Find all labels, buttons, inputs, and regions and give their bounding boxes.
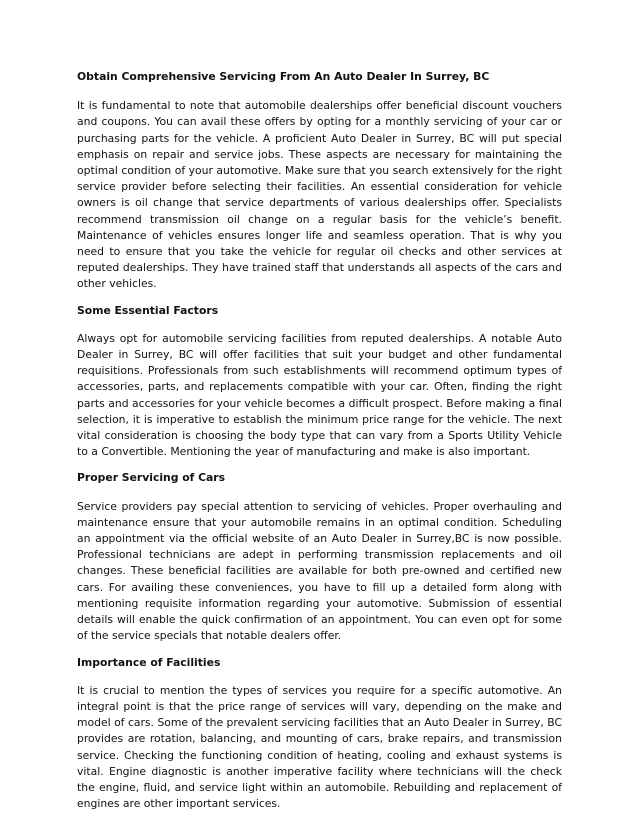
section-heading-essential-factors: Some Essential Factors: [77, 303, 219, 317]
intro-paragraph: It is fundamental to note that automobile dealerships offer beneficial discount vouchers and coupons. You can avail these offers by opting for a monthly servicing of your car or purchasing parts for the vehicle. A proficient Auto Dealer in Surrey, BC will put special emphasis on repair and service jobs. These aspects are necessary for maintaining the optimal condition of your automotive. Make sure that you search extensively for the right service provider before selecting their facilities. An essential consideration for vehicle owners is oil change that service departments of various dealerships offer. Specialists recommend transmission oil change on a regular basis for the vehicle’s benefit. Maintenance of vehicles ensures longer life and seamless operation. That is why you need to ensure that you take the vehicle for regular oil checks and other services at reputed dealerships. They have trained staff that understands all aspects of the cars and other vehicles.: [77, 99, 562, 291]
section-heading-proper-servicing: Proper Servicing of Cars: [77, 471, 226, 485]
paragraph-proper-servicing: Service providers pay special attention to servicing of vehicles. Proper overhauling and maintenance ensure that your automobile remains in an optimal condition. Scheduling an appointment via the official website of an Auto Dealer in Surrey,BC is now possible. Professional technicians are adept in performing transmission replacements and oil changes. These beneficial facilities are available for both pre-owned and certified new cars. For availing these conveniences, you have to fill up a detailed form along with mentioning requisite information regarding your automotive. Submission of essential details will enable the quick confirmation of an appointment. You can even opt for some of the service specials that notable dealers offer.: [77, 499, 562, 643]
paragraph-importance-facilities: It is crucial to mention the types of services you require for a specific automotive. An integral point is that the price range of services will vary, depending on the make and model of cars. Some of the prevalent servicing facilities that an Auto Dealer in Surrey, BC provides are rotation, balancing, and mounting of cars, brake repairs, and transmission service. Checking the functioning condition of heating, cooling and exhaust systems is vital. Engine diagnostic is another imperative facility where technicians will the check the engine, fluid, and service light within an automobile. Rebuilding and replacement of engines are other important services.: [77, 683, 562, 811]
paragraph-essential-factors: Always opt for automobile servicing facilities from reputed dealerships. A notable Auto Dealer in Surrey, BC will offer facilities that suit your budget and other fundamental requisitions. Professionals from such establishments will recommend optimum types of accessories, parts, and replacements compatible with your car. Often, finding the right parts and accessories for your vehicle becomes a difficult prospect. Before making a final selection, it is imperative to establish the minimum price range for the vehicle. The next vital consideration is choosing the body type that can vary from a Sports Utility Vehicle to a Convertible. Mentioning the year of manufacturing and make is also important.: [77, 331, 562, 459]
document-title: Obtain Comprehensive Servicing From An Auto Dealer In Surrey, BC: [77, 70, 490, 83]
section-heading-importance-facilities: Importance of Facilities: [77, 655, 221, 669]
document-content: [77, 69, 562, 812]
